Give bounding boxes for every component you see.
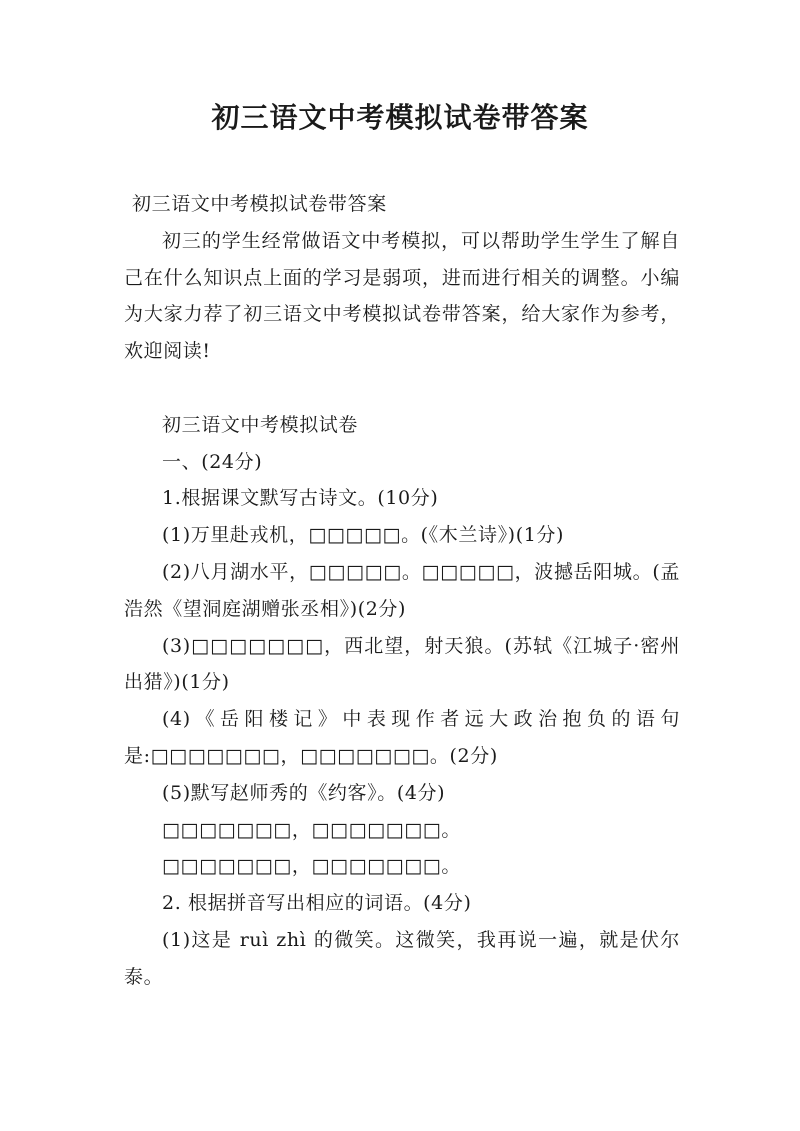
- document-subtitle: 初三语文中考模拟试卷带答案: [132, 193, 387, 215]
- question-2-item: (1)这是 ruì zhì 的微笑。这微笑，我再说一遍，就是伏尔泰。: [124, 928, 680, 988]
- section-heading: 初三语文中考模拟试卷: [162, 413, 359, 436]
- part-one-heading: 一、(24分): [162, 450, 263, 473]
- question-2-stem: 2. 根据拼音写出相应的词语。(4分): [162, 892, 472, 915]
- intro-paragraph: 初三的学生经常做语文中考模拟，可以帮助学生学生了解自己在什么知识点上面的学习是弱项，进而进行相关的调整。小编为大家力荐了初三语文中考模拟试卷带答案，给大家作为参考，欢迎阅读!: [124, 229, 680, 363]
- question-1-item: (4)《岳阳楼记》中表现作者远大政治抱负的语句是:□□□□□□□，□□□□□□□。(2分): [124, 708, 680, 767]
- question-1-item: (5)默写赵师秀的《约客》。(4分): [162, 781, 446, 804]
- paragraph-gap: [124, 370, 680, 407]
- question-1-item: (1)万里赴戎机，□□□□□。(《木兰诗》)(1分): [162, 524, 565, 547]
- question-1-item: (2)八月湖水平，□□□□□。□□□□□，波撼岳阳城。(孟浩然《望洞庭湖赠张丞相》)(2分): [124, 560, 680, 620]
- document-title: 初三语文中考模拟试卷带答案: [211, 101, 589, 134]
- question-1-item: (3)□□□□□□□，西北望，射天狼。(苏轼《江城子·密州出猎》)(1分): [124, 634, 680, 694]
- document-body: [124, 186, 680, 996]
- question-1-stem: 1.根据课文默写古诗文。(10分): [162, 487, 439, 510]
- question-1-item: □□□□□□□，□□□□□□□。: [162, 855, 461, 878]
- question-1-item: □□□□□□□，□□□□□□□。: [162, 818, 461, 841]
